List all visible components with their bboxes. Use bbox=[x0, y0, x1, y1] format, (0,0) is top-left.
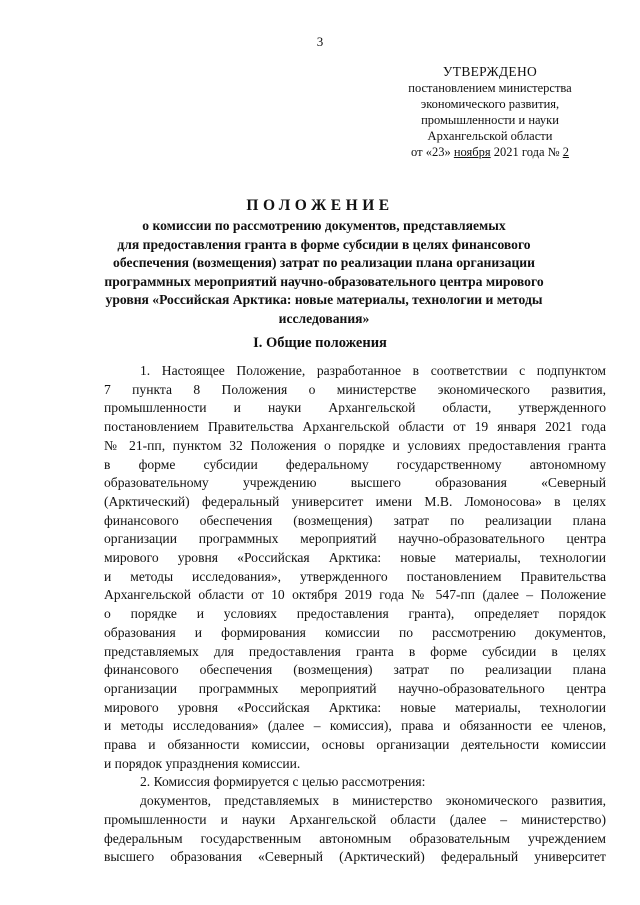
approval-line: Архангельской области bbox=[427, 129, 553, 143]
body-line: промышленности и науки Архангельской области, утвержденного bbox=[104, 400, 606, 416]
body-line: документов, представляемых в министерство экономического развития, bbox=[140, 793, 606, 809]
body-line: финансового обеспечения (возмещения) затрат по реализации плана bbox=[104, 512, 606, 528]
subtitle-line: программных мероприятий научно-образовательного центра мирового bbox=[104, 273, 544, 289]
body-line: в форме субсидии федеральному государственному автономному bbox=[104, 456, 606, 472]
body-line: 2. Комиссия формируется с целью рассмотрения: bbox=[140, 774, 426, 790]
approval-block bbox=[372, 64, 608, 160]
body-line: образования и формирования комиссии по рассмотрению документов, bbox=[104, 624, 606, 640]
approval-date-number: 2 bbox=[562, 145, 569, 159]
section-heading: I. Общие положения bbox=[253, 335, 387, 351]
subtitle-line: обеспечения (возмещения) затрат по реализации плана организации bbox=[113, 255, 535, 270]
body-line: промышленности и науки Архангельской области (далее – министерство) bbox=[104, 811, 606, 827]
approval-line: промышленности и науки bbox=[421, 113, 559, 127]
body-line: и методы исследования» (далее – комиссия), права и обязанности ее членов, bbox=[104, 718, 606, 734]
body-line: № 21-пп, пунктом 32 Положения о порядке и условиях предоставления гранта bbox=[104, 437, 606, 453]
approval-date-prefix: от «23» bbox=[411, 145, 454, 159]
body-line: высшего образования «Северный (Арктический) федеральный университет bbox=[104, 849, 606, 865]
document-body bbox=[104, 362, 606, 867]
subtitle-line: уровня «Российская Арктика: новые материалы, технологии и методы bbox=[105, 292, 543, 307]
body-line: и методы исследования», утвержденного постановлением Правительства bbox=[104, 568, 606, 584]
body-line: представляемых для предоставления гранта в форме субсидии в целях bbox=[104, 643, 606, 659]
body-line: организации программных мероприятий научно-образовательного центра bbox=[104, 680, 606, 696]
body-line: мирового уровня «Российская Арктика: новые материалы, технологии bbox=[104, 699, 606, 715]
page-number: 3 bbox=[316, 34, 324, 49]
body-line: о порядке и условиях предоставления гранта), определяет порядок bbox=[104, 606, 606, 622]
subtitle-line: исследования» bbox=[278, 310, 370, 326]
approval-date-middle: 2021 года № bbox=[490, 145, 563, 159]
body-line: постановлением Правительства Архангельской области от 19 января 2021 года bbox=[104, 419, 606, 435]
approval-date bbox=[372, 144, 608, 160]
body-line: федеральным государственным автономным образовательным учреждением bbox=[104, 830, 606, 846]
body-line: Архангельской области от 10 октября 2019 года № 547-пп (далее – Положение bbox=[104, 587, 606, 603]
body-line: мирового уровня «Российская Арктика: новые материалы, технологии bbox=[104, 550, 606, 566]
subtitle-line: для предоставления гранта в форме субсидии в целях финансового bbox=[117, 236, 531, 252]
body-line: (Арктический) федеральный университет имени М.В. Ломоносова» в целях bbox=[104, 493, 606, 509]
body-line: организации программных мероприятий научно-образовательного центра bbox=[104, 531, 606, 547]
approval-date-month: ноября bbox=[453, 145, 491, 159]
document-subtitle bbox=[96, 217, 552, 328]
body-line: 7 пункта 8 Положения о министерстве экономического развития, bbox=[104, 381, 606, 397]
approval-heading: УТВЕРЖДЕНО bbox=[442, 64, 538, 79]
subtitle-line: о комиссии по рассмотрению документов, представляемых bbox=[142, 218, 506, 233]
approval-line: экономического развития, bbox=[420, 97, 560, 111]
body-line: финансового обеспечения (возмещения) затрат по реализации плана bbox=[104, 662, 606, 678]
body-line: 1. Настоящее Положение, разработанное в соответствии с подпунктом bbox=[140, 363, 606, 378]
body-line: и порядок упразднения комиссии. bbox=[104, 755, 301, 771]
document-title: ПОЛОЖЕНИЕ bbox=[246, 197, 394, 214]
body-line: права и обязанности комиссии, основы организации деятельности комиссии bbox=[104, 737, 606, 753]
approval-line: постановлением министерства bbox=[408, 81, 572, 95]
body-line: образовательному учреждению высшего образования «Северный bbox=[104, 475, 606, 491]
